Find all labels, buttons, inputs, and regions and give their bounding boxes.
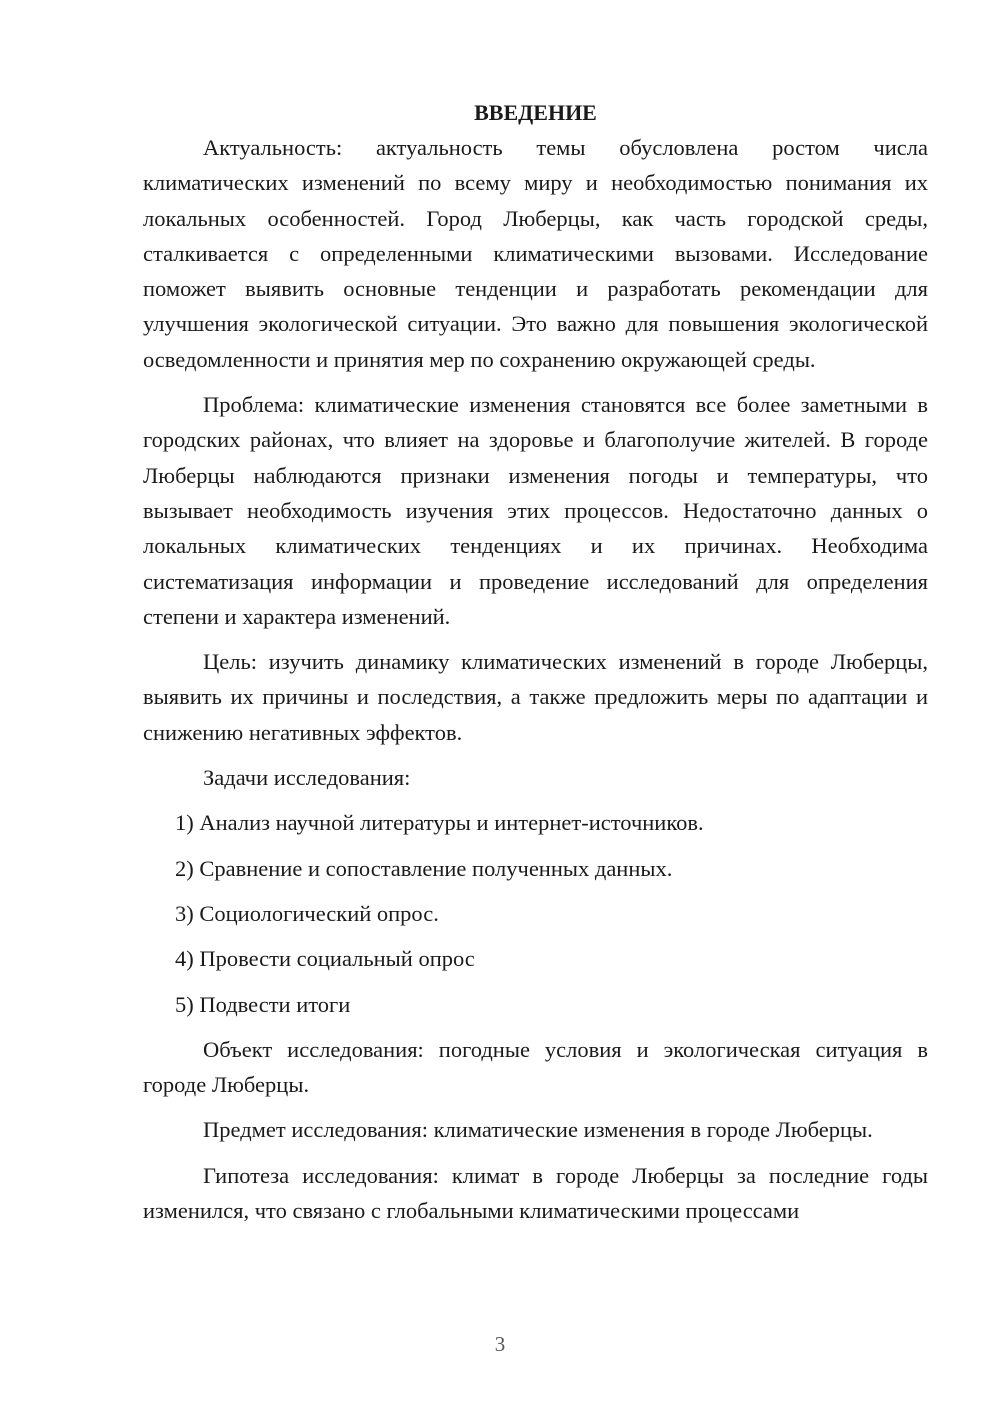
- paragraph-problem: Проблема: климатические изменения становятся все более заметными в городских районах, что влияет на здоровье и благополучие жителей. В городе Люберцы наблюдаются признаки изменения погоды и температуры, что вызывает необходимость изучения этих процессов. Недостаточно данных о локальных климатических тенденциях и их причинах. Необходима систематизация информации и проведение исследований для определения степени и характера изменений.: [143, 392, 928, 629]
- paragraph-relevance: Актуальность: актуальность темы обусловлена ростом числа климатических изменений по всему миру и необходимостью понимания их локальных особенностей. Город Люберцы, как часть городской среды, сталкивается с определенными климатическими вызовами. Исследование поможет выявить основные тенденции и разработать рекомендации для улучшения экологической ситуации. Это важно для повышения экологической осведомленности и принятия мер по сохранению окружающей среды.: [143, 135, 928, 372]
- paragraph-subject: Предмет исследования: климатические изменения в городе Люберцы.: [203, 1117, 873, 1143]
- list-item: 5) Подвести итоги: [175, 991, 351, 1017]
- list-item: 1) Анализ научной литературы и интернет-источников.: [175, 810, 704, 836]
- tasks-list: [143, 805, 928, 1021]
- paragraph-object: Объект исследования: погодные условия и экологическая ситуация в городе Люберцы.: [143, 1036, 928, 1098]
- tasks-title: Задачи исследования:: [203, 765, 411, 791]
- section-heading: ВВЕДЕНИЕ: [474, 100, 597, 125]
- page-number: 3: [494, 1332, 506, 1356]
- page-content: [143, 95, 928, 1228]
- list-item: 3) Социологический опрос.: [175, 900, 439, 926]
- paragraph-goal: Цель: изучить динамику климатических изменений в городе Люберцы, выявить их причины и последствия, а также предложить меры по адаптации и снижению негативных эффектов.: [143, 649, 928, 745]
- paragraph-hypothesis: Гипотеза исследования: климат в городе Люберцы за последние годы изменился, что связано с глобальными климатическими процессами: [143, 1162, 928, 1224]
- list-item: 2) Сравнение и сопоставление полученных данных.: [175, 855, 673, 881]
- list-item: 4) Провести социальный опрос: [175, 946, 475, 972]
